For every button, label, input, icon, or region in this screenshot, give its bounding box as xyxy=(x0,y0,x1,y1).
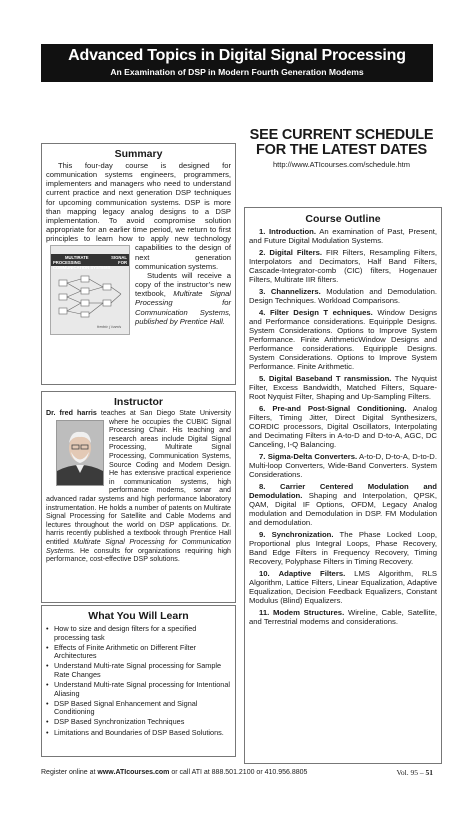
list-item: • Understand Multi-rate Signal processing for Intentional Aliasing xyxy=(54,681,231,698)
outline-item-number: 9. xyxy=(259,529,266,539)
instructor-bio-part-1: teaches at San Diego State University where he occupies the CUBIC Signal xyxy=(96,409,231,426)
schedule-url-link[interactable]: http://www.ATIcourses.com/schedule.htm xyxy=(273,160,410,169)
outline-item-title: Synchronization. xyxy=(271,529,334,539)
page-title: Advanced Topics in Digital Signal Processing xyxy=(68,47,406,64)
learn-list xyxy=(42,625,235,737)
page-subtitle: An Examination of DSP in Modern Fourth Generation Modems xyxy=(110,67,364,77)
outline-item-number: 1. xyxy=(259,227,266,236)
title-banner xyxy=(41,44,433,82)
outline-item xyxy=(249,569,437,605)
schedule-line-1: SEE CURRENT SCHEDULE xyxy=(249,127,434,143)
summary-heading: Summary xyxy=(114,148,163,160)
outline-item xyxy=(249,227,437,245)
outline-item-title: Digital Baseband T ransmission. xyxy=(268,373,392,383)
outline-item xyxy=(249,287,437,305)
outline-item xyxy=(249,482,437,527)
instructor-book-title: Multirate Signal Processing for Communication Systems. xyxy=(46,537,231,555)
outline-item xyxy=(249,248,437,284)
footer-volume: Vol. 95 – xyxy=(396,768,426,777)
outline-item-title: Digital Filters. xyxy=(269,247,323,257)
book-cover-author: fredric j harris xyxy=(97,324,122,330)
instructor-bio-end: He consults for organizations requiring high performance, cost-effective DSP solutions. xyxy=(46,546,231,564)
outline-item-number: 4. xyxy=(259,307,266,317)
schedule-line-2: FOR THE LATEST DATES xyxy=(255,142,428,158)
instructor-photo xyxy=(56,420,104,486)
instructor-bio xyxy=(42,409,235,564)
outline-item-title: Filter Design T echniques. xyxy=(269,307,373,317)
outline-heading: Course Outline xyxy=(305,213,381,225)
instructor-box xyxy=(41,391,236,603)
outline-item-number: 11. xyxy=(259,607,270,617)
summary-text-part-1: This four-day course is designed for communication systems engineers, programmers, implementers and managers who need to understand current practice and next generation DSP techniques for upcoming communication systems. DSP is more than mapping legacy analog designs to a DSP implementation. To avoid compromise solution appropriate for an earlier time period, we return to first principles to learn how to apply new xyxy=(46,161,231,244)
list-item: • Effects of Finite Arithmetic on Different Filter Architectures xyxy=(54,644,231,661)
summary-body xyxy=(42,161,235,330)
outline-item xyxy=(249,308,437,372)
outline-item-text: An examination of Past, Present, and Future Digital Modulation Systems. xyxy=(249,227,438,246)
outline-item xyxy=(249,452,437,479)
outline-item-number: 3. xyxy=(259,286,266,296)
outline-item-text: The Phase Locked Loop, Proportional plus Integral Loops, Phase Recovery, Band Edge Filters in Frequency Recovery, Timing Recovery, Polyphase Filters in Timing Recovery. xyxy=(249,529,437,566)
outline-item-number: 5. xyxy=(259,373,266,383)
textbook-note: Students will receive a copy of the instructor’s new textbook, xyxy=(135,270,231,299)
outline-item xyxy=(249,530,437,566)
textbook-title: Multirate Signal Processing for Communication Systems, published by Prentice Hall. xyxy=(135,289,231,326)
list-item: • How to size and design filters for a specified processing task xyxy=(54,625,231,642)
outline-item-text: A-to-D, D-to-A, D-to-D. Multi-loop Converters, Wide-Band Converters. System Considerations. xyxy=(249,451,437,479)
outline-item-title: Adaptive Filters. xyxy=(278,568,346,578)
textbook-cover-image xyxy=(50,245,130,335)
footer-register-text: Register online at xyxy=(41,769,98,776)
outline-item-title: Pre-and Post-Signal Conditioning. xyxy=(272,403,407,413)
footer-volume-page xyxy=(396,768,433,778)
schedule-notice xyxy=(244,128,439,170)
outline-item-number: 10. xyxy=(259,568,270,578)
outline-item-text: Analog Filters, Timing Jitter, Direct Digital Synthesizers, CORDIC processors, Digital Oscillators, Interpolating and Decimating Filters in A-to-D and D-to-A, AGC, DC Canceling, I-Q Balancing. xyxy=(249,403,437,450)
instructor-name: Dr. fred harris xyxy=(46,409,97,417)
footer xyxy=(41,768,433,778)
outline-items xyxy=(245,226,441,626)
instructor-portrait xyxy=(57,421,103,485)
outline-item-title: Introduction. xyxy=(269,227,317,236)
footer-phone-text: or call ATI at 888.501.2100 or 410.956.8805 xyxy=(169,769,308,776)
outline-item-title: Channelizers. xyxy=(270,286,321,296)
outline-item-title: Carrier Centered Modulation and Demodulation. xyxy=(249,481,437,500)
list-item: • Understand Multi-rate Signal processing for Sample Rate Changes xyxy=(54,662,231,679)
outline-item xyxy=(249,608,437,626)
outline-item-text: Shaping and Interpolation, QPSK, QAM, Digital IF Options, OFDM, Legacy Analog modulation and Demodulation in DSP. FM Modulation and demodulation. xyxy=(249,490,437,527)
outline-item xyxy=(249,374,437,401)
book-cover-diagram xyxy=(57,274,123,318)
outline-item-text: Window Designs and Performance considerations. Equiripple Designs. System Considerations. Options to Improve System Performance. Finite ArithmeticWindow Designs and Performance considerations. Equiripple Designs. System Considerations. Options to Improve System Performance. Finite Arithmetic. xyxy=(249,307,438,372)
summary-text-part-2: technology capabilities to the design of next generation communication systems. xyxy=(135,234,231,271)
outline-item-number: 7. xyxy=(259,451,266,461)
outline-item-title: Sigma-Delta Converters. xyxy=(267,451,358,461)
outline-item-number: 8. xyxy=(259,481,266,491)
list-item: • DSP Based Synchronization Techniques xyxy=(54,718,231,727)
instructor-bio-part-2: Processing Chair. His teaching and research areas include Digital Signal Processing, Multirate Signal Processing, Communication Systems, Source Coding and Modem Design. He has extensive practical experience in communication systems, high performance modems, sonar and advanced radar systems and high performance laboratory instrumentation. He holds a number of patents on Multirate Signal Processing for Satellite and Cable Modems and lectures throughout the world on DSP applications. Dr. harris recently published a textbook through Prentice Hall entitled xyxy=(46,426,231,546)
summary-box xyxy=(41,143,236,385)
outline-item-text: The Nyquist Filter, Excess Bandwidth, Matched Filters, Square-Root Nyquist Filter, Shaping and Up-Sampling Filters. xyxy=(249,373,438,401)
learn-heading: What You Will Learn xyxy=(88,610,189,622)
list-item: • DSP Based Signal Enhancement and Signal Conditioning xyxy=(54,700,231,717)
outline-item-text: Modulation and Demodulation. Design Techniques. Workload Comparisons. xyxy=(249,286,437,305)
outline-item-number: 6. xyxy=(259,403,266,413)
list-item: • Limitations and Boundaries of DSP Based Solutions. xyxy=(54,729,231,738)
outline-item-number: 2. xyxy=(259,247,266,257)
footer-page-number: 51 xyxy=(425,768,433,777)
footer-website-link[interactable]: www.ATIcourses.com xyxy=(97,769,170,776)
instructor-heading: Instructor xyxy=(113,396,163,408)
book-cover-title: MULTIRATE SIGNAL PROCESSING FOR COMMUNICATION SYSTEMS xyxy=(53,255,127,271)
course-outline-box xyxy=(244,207,442,764)
learn-box xyxy=(41,605,236,757)
outline-item-text: FIR Filters, Resampling Filters, Interpolators and Decimators, Half Band Filters, Cascade-Integrator-comb (CIC) filters, Hogenauer Filters, Multirate IIR filters. xyxy=(249,247,437,285)
outline-item-text: LMS Algorithm, RLS Algorithm, Lattice Filters, Linear Equalization, Adaptive Equalization, Decision Feedback Equalizers, Constant Modulus (Blind) Equalizers. xyxy=(249,568,437,605)
outline-item-title: Modem Structures. xyxy=(273,607,345,617)
outline-item xyxy=(249,404,437,449)
outline-item-text: Wireline, Cable, Satellite, and Terrestrial modems and considerations. xyxy=(249,607,437,626)
